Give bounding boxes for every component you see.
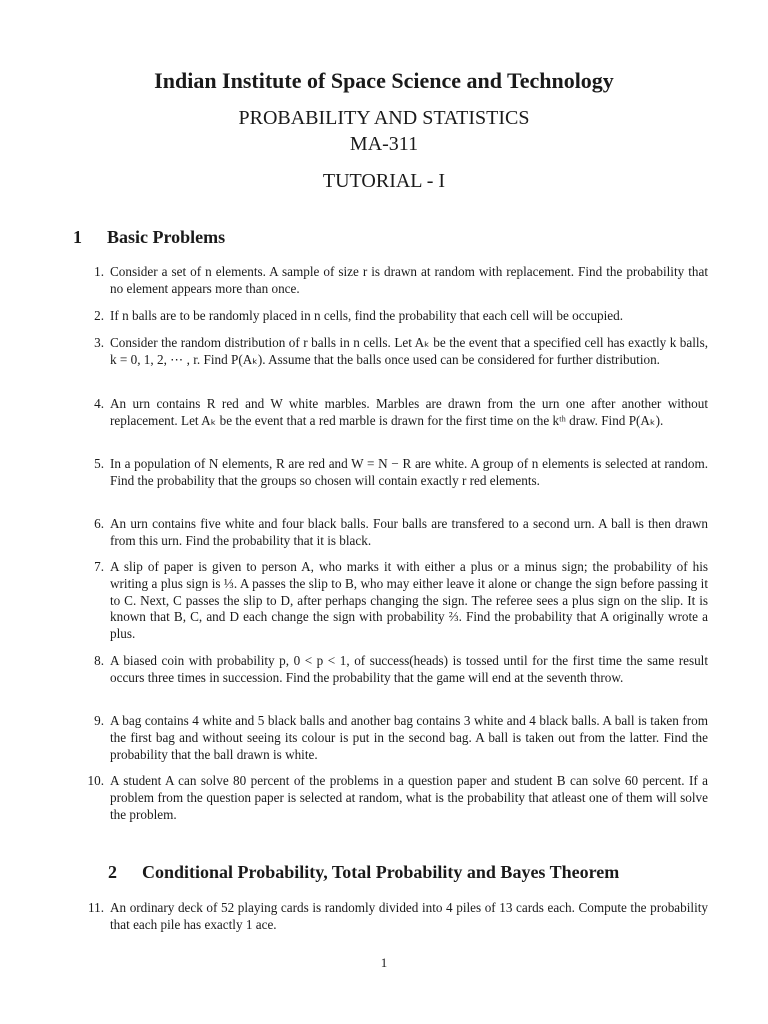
problem-number: 9. (94, 713, 104, 728)
section-title: Conditional Probability, Total Probability and Bayes Theorem (142, 862, 620, 882)
problem-text: Consider a set of n elements. A sample of size r is drawn at random with replacement. Find the probability that no element appears more than once. (110, 264, 708, 296)
problem-number: 8. (94, 653, 104, 668)
problem-text: A bag contains 4 white and 5 black balls and another bag contains 3 white and 4 black balls. A ball is taken from the first bag and without seeing its colour is put in the second bag. A ball is taken out from the latter. Find the probability that the ball drawn is white. (110, 713, 708, 762)
page-number: 1 (380, 955, 388, 970)
problem-item (80, 264, 708, 298)
institute-title: Indian Institute of Space Science and Technology (154, 68, 614, 93)
problem-item (80, 396, 708, 430)
problem-item (80, 713, 708, 763)
problem-item (80, 516, 708, 550)
problem-item (80, 335, 708, 369)
problem-text: An urn contains R red and W white marbles. Marbles are drawn from the urn one after another without replacement. Let Aₖ be the event that a red marble is drawn for the first time on the kᵗʰ draw. Find P(Aₖ). (110, 396, 708, 428)
problem-item (80, 308, 708, 325)
section-title: Basic Problems (107, 227, 226, 247)
problem-text: If n balls are to be randomly placed in n cells, find the probability that each cell will be occupied. (110, 308, 624, 323)
problem-text: A student A can solve 80 percent of the problems in a question paper and student B can solve 60 percent. If a problem from the question paper is selected at random, what is the probability that atleast one of them will solve the problem. (110, 773, 708, 822)
problem-text: An urn contains five white and four black balls. Four balls are transfered to a second urn. A ball is then drawn from this urn. Find the probability that it is black. (110, 516, 708, 548)
problem-text: In a population of N elements, R are red and W = N − R are white. A group of n elements is selected at random. Find the probability that the groups so chosen will contain exactly r red elements. (110, 456, 708, 488)
problem-number: 10. (87, 773, 104, 788)
problem-number: 4. (94, 396, 104, 411)
problem-item (80, 773, 708, 823)
problem-item (80, 559, 708, 643)
section-heading-conditional-probability (108, 862, 619, 883)
problem-number: 5. (94, 456, 104, 471)
course-title: PROBABILITY AND STATISTICS (238, 107, 530, 129)
problem-number: 3. (94, 335, 104, 350)
problem-number: 6. (94, 516, 104, 531)
problem-text: A biased coin with probability p, 0 < p < 1, of success(heads) is tossed until for the first time the same result occurs three times in succession. Find the probability that the game will end at the seventh throw. (110, 653, 708, 685)
problem-item (80, 900, 708, 934)
section-number: 2 (108, 862, 117, 882)
problem-item (80, 456, 708, 490)
problem-number: 11. (88, 900, 104, 915)
course-code: MA-311 (349, 133, 419, 155)
section-heading-basic-problems (73, 227, 225, 248)
tutorial-title: TUTORIAL - I (322, 170, 446, 192)
problem-text: A slip of paper is given to person A, who marks it with either a plus or a minus sign; the probability of his writing a plus sign is ⅓. A passes the slip to B, who may either leave it alone or change the sign before passing it to C. Next, C passes the slip to D, after perhaps changing the sign. The referee sees a plus sign on the slip. It is known that B, C, and D each change the sign with probability ⅔. Find the probability that A originally wrote a plus. (110, 559, 708, 642)
problem-number: 1. (94, 264, 104, 279)
problem-item (80, 653, 708, 687)
problem-number: 2. (94, 308, 104, 323)
problem-number: 7. (94, 559, 104, 574)
section-number: 1 (73, 227, 82, 247)
problem-text: An ordinary deck of 52 playing cards is randomly divided into 4 piles of 13 cards each. Compute the probability that each pile has exactly 1 ace. (110, 900, 708, 932)
problem-text: Consider the random distribution of r balls in n cells. Let Aₖ be the event that a specified cell has exactly k balls, k = 0, 1, 2, ⋯ , r. Find P(Aₖ). Assume that the balls once used can be considered for further distribution. (110, 335, 708, 367)
